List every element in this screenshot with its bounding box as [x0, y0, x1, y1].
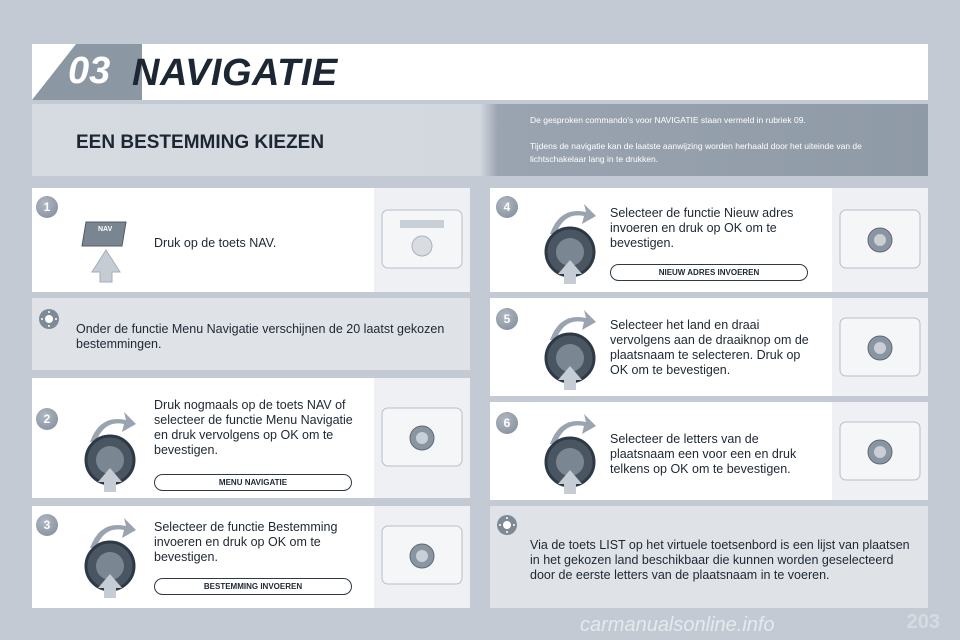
rotary-knob-icon [540, 200, 600, 284]
radio-unit-icon [374, 506, 470, 608]
note-repeat-instruction: Tijdens de navigatie kan de laatste aanwijzing worden herhaald door het uiteinde van de lichtschakelaar lang in te drukken. [530, 141, 862, 164]
step-3-text: Selecteer de functie Bestemming invoeren en druk op OK om te bevestigen. [154, 520, 338, 564]
tip-lightbulb-icon [38, 308, 60, 330]
step-5-number: 5 [496, 308, 518, 330]
chapter-number: 03 [68, 50, 111, 92]
radio-panel-2 [374, 378, 470, 498]
step-4-number: 4 [496, 196, 518, 218]
section-title: EEN BESTEMMING KIEZEN [76, 132, 325, 153]
rotary-knob-icon [80, 408, 140, 492]
rotary-knob-icon [540, 306, 600, 390]
step-2-number: 2 [36, 408, 58, 430]
page-number: 203 [906, 611, 940, 633]
radio-panel-6 [832, 402, 928, 500]
watermark: carmanualsonline.info [580, 614, 775, 636]
page-title: NAVIGATIE [132, 52, 338, 94]
step-3-number: 3 [36, 514, 58, 536]
radio-unit-icon [374, 188, 470, 292]
tip-1-text: Onder de functie Menu Navigatie verschijnen de 20 laatst gekozen bestemmingen. [76, 322, 445, 351]
nav-key-label: NAV [98, 226, 113, 233]
rotary-knob-icon [540, 410, 600, 494]
bestemming-invoeren-label: BESTEMMING INVOEREN [154, 578, 352, 595]
tip-2-text: Via de toets LIST op het virtuele toetsenbord is een lijst van plaatsen in het gekozen land beschikbaar die kunnen worden geselecteerd door de eerste letters van de plaatsnaam in te voeren. [530, 538, 910, 582]
nav-button-icon [80, 214, 132, 284]
radio-panel-4 [832, 188, 928, 292]
radio-unit-icon [832, 402, 928, 500]
rotary-knob-icon [80, 514, 140, 598]
radio-unit-icon [374, 378, 470, 498]
step-2-text: Druk nogmaals op de toets NAV of selecteer de functie Menu Navigatie en druk vervolgens op OK om te bevestigen. [154, 398, 353, 457]
tip-lightbulb-icon [496, 514, 518, 536]
step-1-number: 1 [36, 196, 58, 218]
step-1-text: Druk op de toets NAV. [154, 236, 277, 250]
nieuw-adres-invoeren-label: NIEUW ADRES INVOEREN [610, 264, 808, 281]
radio-unit-icon [832, 188, 928, 292]
radio-panel-3 [374, 506, 470, 608]
radio-unit-icon [832, 298, 928, 396]
radio-panel-5 [832, 298, 928, 396]
step-5-text: Selecteer het land en draai vervolgens aan de draaiknop om de plaatsnaam te selecteren. Druk op OK om te bevestigen. [610, 318, 809, 377]
note-voice-commands: De gesproken commando's voor NAVIGATIE staan vermeld in rubriek 09. [530, 115, 806, 125]
step-6-text: Selecteer de letters van de plaatsnaam een voor een en druk telkens op OK om te bevestigen. [610, 432, 797, 476]
menu-navigatie-label: MENU NAVIGATIE [154, 474, 352, 491]
step-6-number: 6 [496, 412, 518, 434]
radio-panel-1 [374, 188, 470, 292]
step-4-text: Selecteer de functie Nieuw adres invoeren en druk op OK om te bevestigen. [610, 206, 794, 250]
